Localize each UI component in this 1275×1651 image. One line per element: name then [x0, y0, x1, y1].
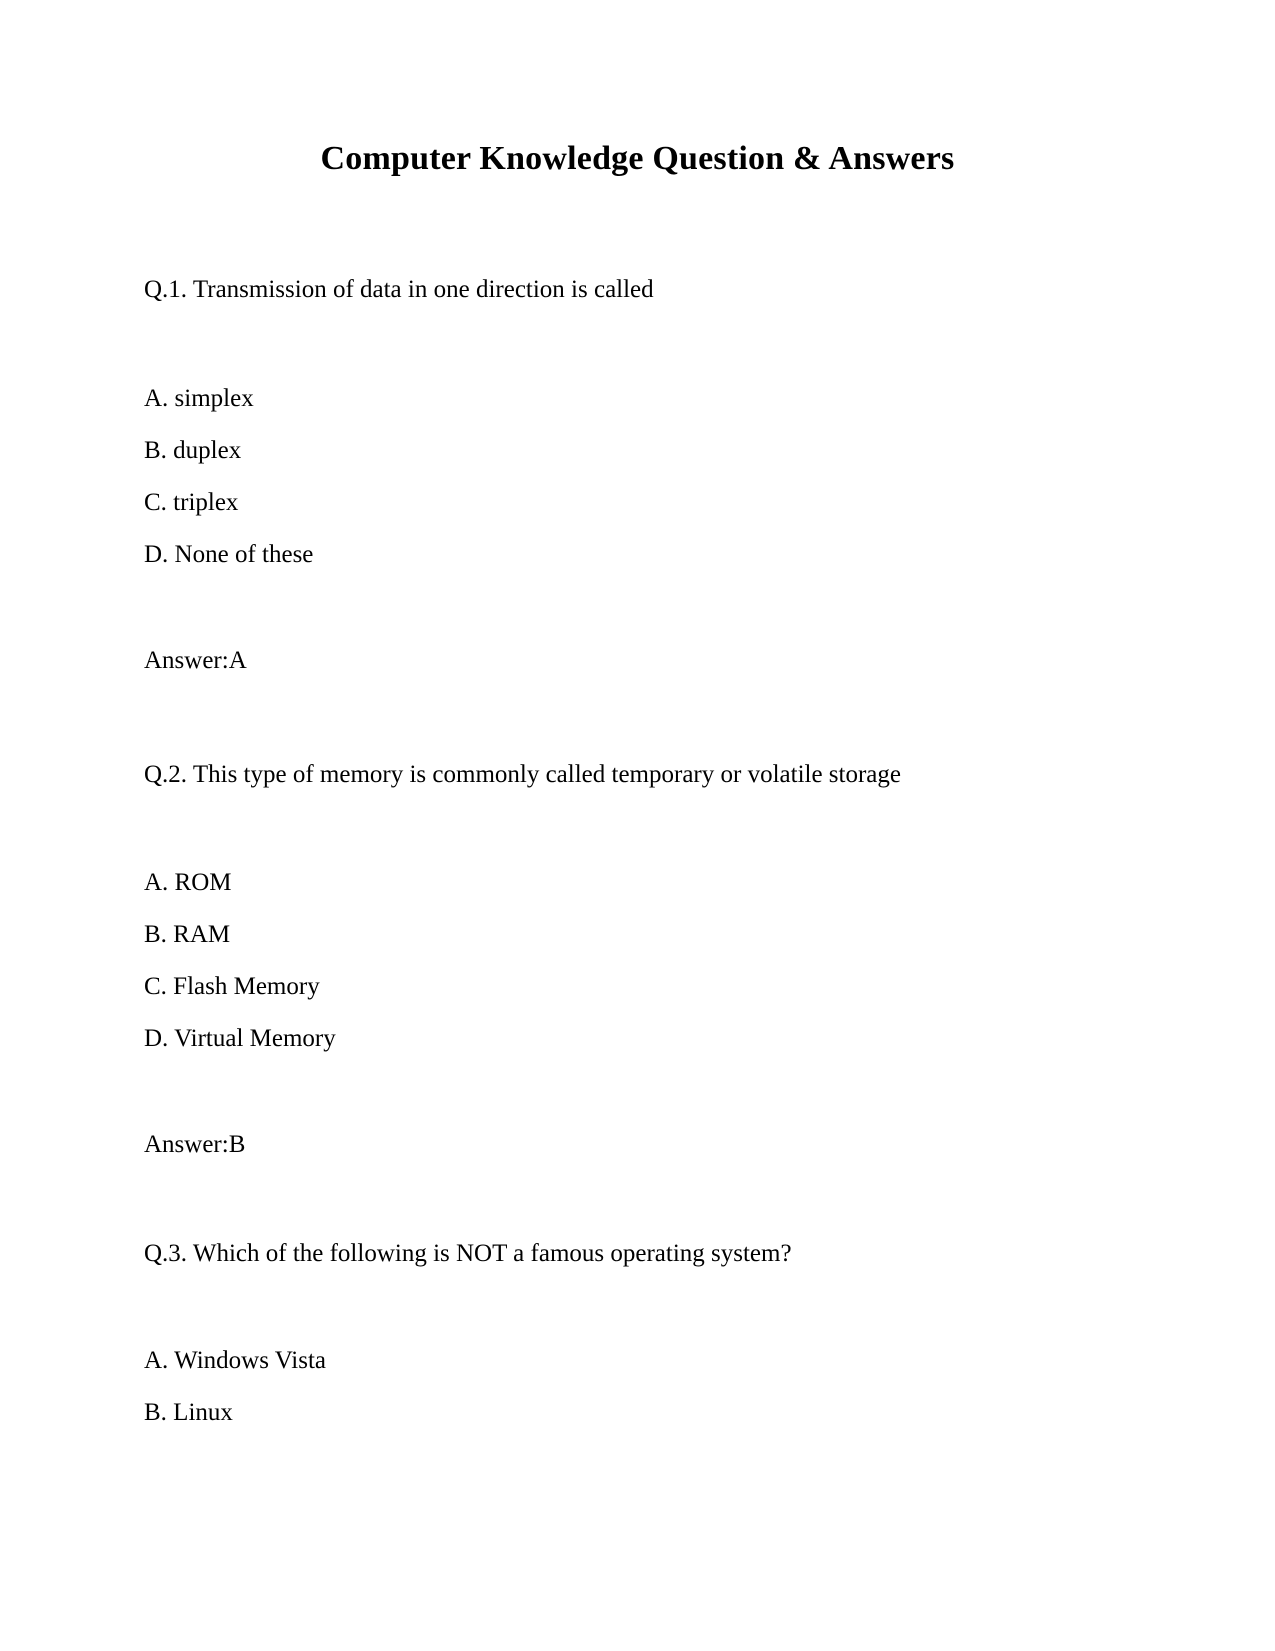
question-1-answer: Answer:A — [144, 647, 247, 674]
page-title: Computer Knowledge Question & Answers — [320, 140, 955, 177]
question-1-option-d: D. None of these — [144, 541, 314, 568]
question-2-option-b: B. RAM — [144, 921, 231, 948]
question-3-option-b: B. Linux — [144, 1399, 233, 1426]
question-2-option-c: C. Flash Memory — [144, 973, 320, 1000]
question-2-option-a: A. ROM — [144, 869, 232, 896]
question-3-option-a: A. Windows Vista — [144, 1347, 326, 1374]
question-1-option-b: B. duplex — [144, 437, 242, 464]
question-1-option-a: A. simplex — [144, 385, 254, 412]
question-1-text: Q.1. Transmission of data in one direction is called — [144, 276, 654, 303]
question-2-answer: Answer:B — [144, 1131, 246, 1158]
question-1-option-c: C. triplex — [144, 489, 239, 516]
question-2-text: Q.2. This type of memory is commonly called temporary or volatile storage — [144, 761, 901, 788]
question-3-text: Q.3. Which of the following is NOT a famous operating system? — [144, 1240, 792, 1267]
question-2-option-d: D. Virtual Memory — [144, 1025, 336, 1052]
